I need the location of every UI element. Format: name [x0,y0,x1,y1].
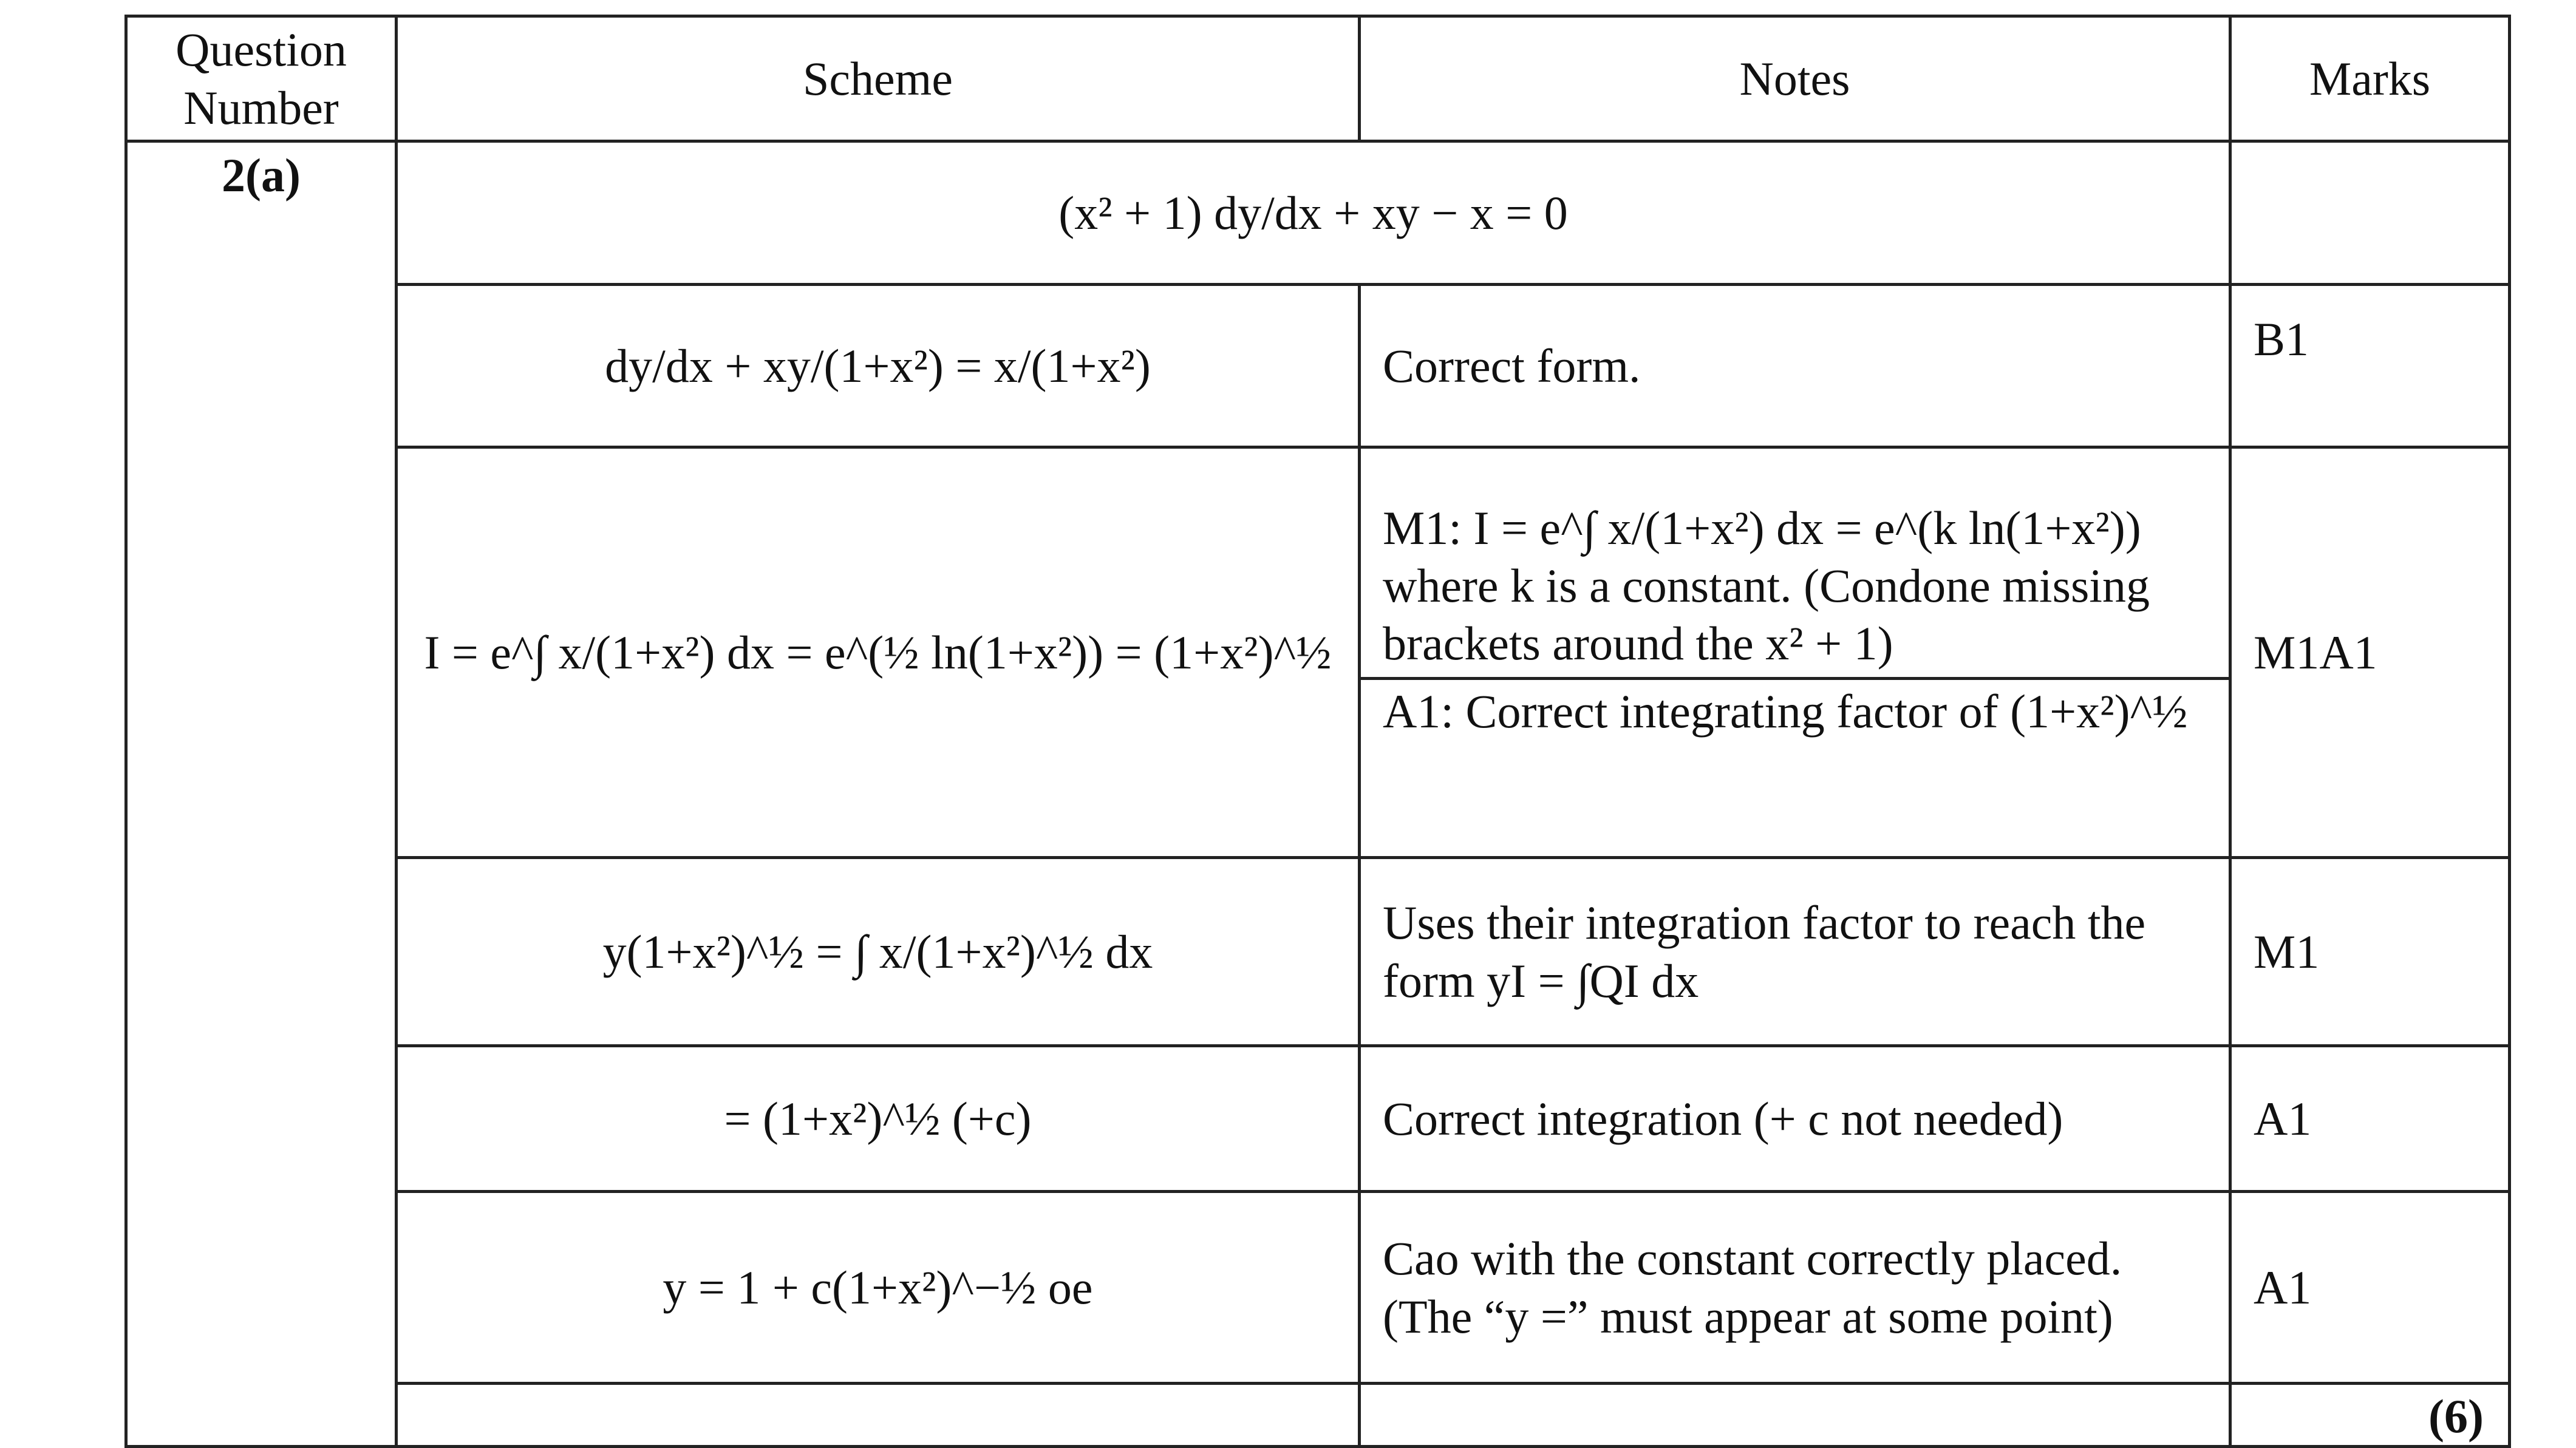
scheme-formula: I = e^∫ x/(1+x²) dx = e^(½ ln(1+x²)) = (1+x²)^½ [424,625,1332,679]
notes-cell: Uses their integration factor to reach the form yI = ∫QI dx [1360,858,2230,1046]
total-marks: (6) [2230,1384,2510,1447]
question-number: 2(a) [126,141,397,1447]
marks-cell: M1 [2230,858,2510,1046]
table-row [126,858,2510,1046]
notes-cell-empty [1360,1384,2230,1447]
notes-cell: Correct integration (+ c not needed) [1360,1046,2230,1192]
scheme-formula: y = 1 + c(1+x²)^−½ oe [663,1260,1093,1314]
table-row [126,447,2510,858]
header-notes: Notes [1360,16,2230,141]
notes-cell [1360,447,2230,858]
table-row [126,141,2510,285]
marks-cell [2230,141,2510,285]
mark-scheme-table [124,15,2511,1448]
scheme-formula: y(1+x²)^½ = ∫ x/(1+x²)^½ dx [602,925,1153,978]
total-row [126,1384,2510,1447]
table-row [126,285,2510,447]
scheme-formula: (x² + 1) dy/dx + xy − x = 0 [1058,186,1568,239]
header-scheme: Scheme [397,16,1360,141]
scheme-formula: dy/dx + xy/(1+x²) = x/(1+x²) [605,339,1151,392]
header-row [126,16,2510,141]
scheme-cell [397,141,2230,285]
scheme-formula: = (1+x²)^½ (+c) [724,1092,1032,1145]
table-row [126,1046,2510,1192]
scheme-cell [397,447,1360,858]
marks-cell: B1 [2230,285,2510,447]
table-row [126,1192,2510,1384]
notes-a1-text: A1: Correct integrating factor of (1+x²)^½ [1383,685,2188,738]
marks-cell: M1A1 [2230,447,2510,858]
notes-a1 [1361,680,2229,856]
header-question-number: Question Number [126,16,397,141]
notes-cell: Correct form. [1360,285,2230,447]
notes-m1 [1361,449,2229,680]
marks-cell: A1 [2230,1192,2510,1384]
header-marks: Marks [2230,16,2510,141]
scheme-cell [397,285,1360,447]
scheme-cell [397,1192,1360,1384]
notes-cell: Cao with the constant correctly placed. (The “y =” must appear at some point) [1360,1192,2230,1384]
scheme-cell-empty [397,1384,1360,1447]
scheme-cell [397,1046,1360,1192]
scheme-cell [397,858,1360,1046]
marks-cell: A1 [2230,1046,2510,1192]
notes-m1-text: M1: I = e^∫ x/(1+x²) dx = e^(k ln(1+x²)) where k is a constant. (Condone missing brackets around the x² + 1) [1383,501,2150,670]
